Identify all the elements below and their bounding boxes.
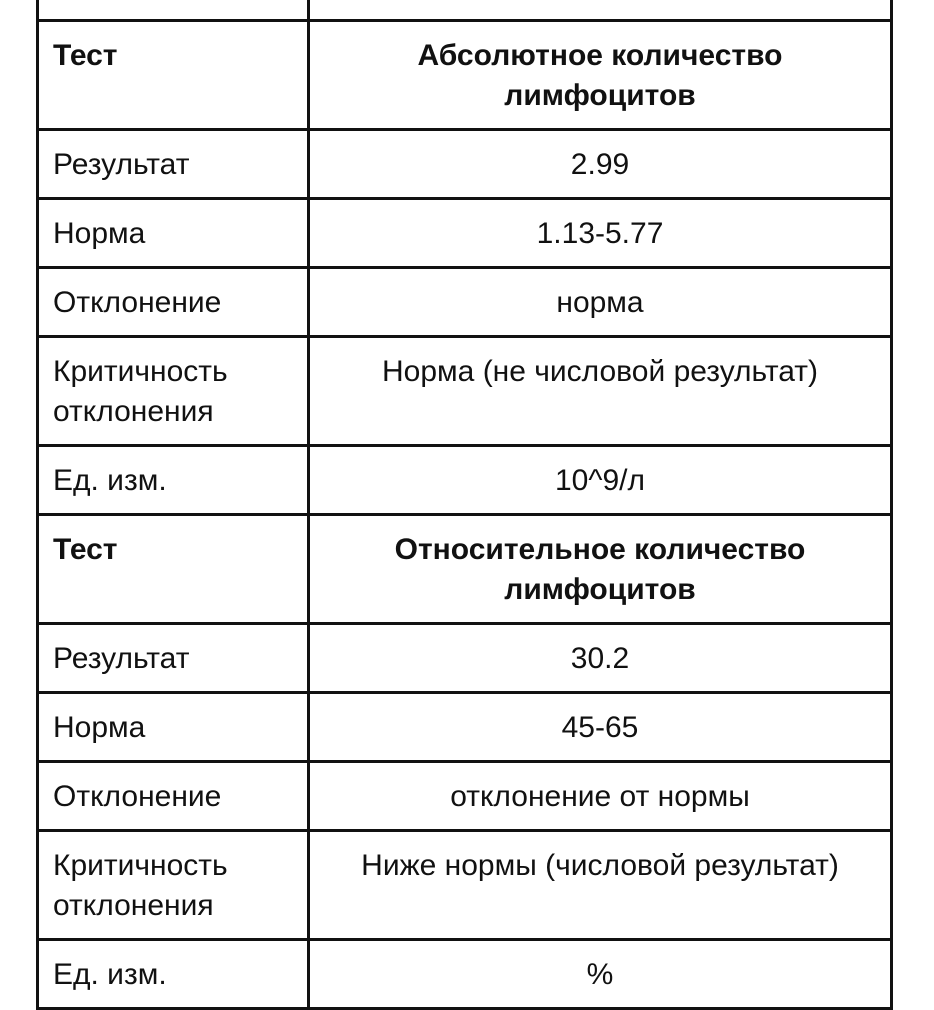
table-row-norm	[38, 693, 892, 762]
row-value	[309, 0, 892, 21]
lab-results-table	[36, 0, 893, 1010]
row-label: Результат	[38, 624, 309, 693]
row-label: Норма	[38, 693, 309, 762]
table-row-deviation	[38, 268, 892, 337]
row-label: Критичность отклонения	[38, 831, 309, 940]
row-label: Норма	[38, 199, 309, 268]
result-value: 2.99	[309, 130, 892, 199]
test-label: Тест	[38, 515, 309, 624]
criticality-value: Норма (не числовой результат)	[309, 337, 892, 446]
row-label: Отклонение	[38, 268, 309, 337]
row-label: Критичность отклонения	[38, 337, 309, 446]
row-label	[38, 0, 309, 21]
result-value: 30.2	[309, 624, 892, 693]
table-row-unit	[38, 940, 892, 1009]
row-label: Результат	[38, 130, 309, 199]
unit-value: 10^9/л	[309, 446, 892, 515]
test-label: Тест	[38, 21, 309, 130]
row-label: Ед. изм.	[38, 446, 309, 515]
row-label: Отклонение	[38, 762, 309, 831]
table-row-unit	[38, 446, 892, 515]
criticality-value: Ниже нормы (числовой результат)	[309, 831, 892, 940]
deviation-value: отклонение от нормы	[309, 762, 892, 831]
table-row-result	[38, 624, 892, 693]
unit-value: %	[309, 940, 892, 1009]
table-row-partial	[38, 0, 892, 21]
table-row-deviation	[38, 762, 892, 831]
test-header-row	[38, 515, 892, 624]
table-row-criticality	[38, 337, 892, 446]
table-row-norm	[38, 199, 892, 268]
test-name: Абсолютное количество лимфоцитов	[309, 21, 892, 130]
test-header-row	[38, 21, 892, 130]
table-row-result	[38, 130, 892, 199]
table-row-criticality	[38, 831, 892, 940]
deviation-value: норма	[309, 268, 892, 337]
norm-value: 1.13-5.77	[309, 199, 892, 268]
lab-results-table-container	[36, 0, 893, 1010]
row-label: Ед. изм.	[38, 940, 309, 1009]
test-name: Относительное количество лимфоцитов	[309, 515, 892, 624]
norm-value: 45-65	[309, 693, 892, 762]
